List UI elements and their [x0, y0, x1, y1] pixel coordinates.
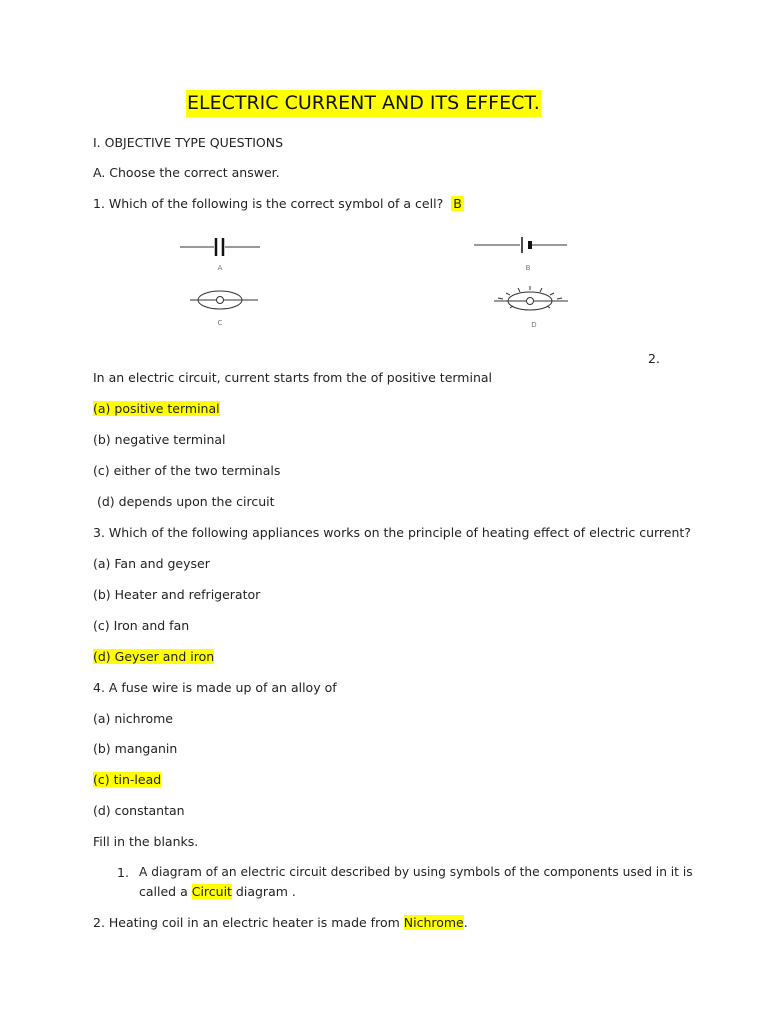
question-3-option-a: (a) Fan and geyser — [93, 556, 210, 571]
question-2-text: In an electric circuit, current starts from the of positive terminal — [93, 370, 493, 385]
figure-option-c — [188, 288, 260, 330]
fill-item-2-answer: Nichrome — [403, 915, 464, 930]
question-1-answer: B — [453, 196, 462, 211]
question-3-option-b: (b) Heater and refrigerator — [93, 587, 261, 602]
question-2-option-c: (c) either of the two terminals — [93, 463, 281, 478]
question-2-option-b: (b) negative terminal — [93, 432, 226, 447]
fill-item-1-answer: Circuit — [191, 884, 232, 899]
fill-blanks-heading: Fill in the blanks. — [93, 834, 199, 849]
question-3-option-c: (c) Iron and fan — [93, 618, 190, 633]
question-1-text: 1. Which of the following is the correct symbol of a cell? — [93, 196, 444, 211]
fill-item-1-line2 — [139, 884, 296, 899]
question-4-option-c: (c) tin-lead — [93, 772, 162, 787]
figure-label-c: C — [217, 319, 223, 327]
fill-item-2 — [93, 915, 468, 930]
section-heading: I. OBJECTIVE TYPE QUESTIONS — [93, 135, 284, 150]
figure-option-a — [178, 234, 262, 274]
figure-option-d — [488, 284, 572, 330]
fill-item-2-post: . — [463, 915, 468, 930]
fill-item-1-post: diagram . — [231, 884, 296, 899]
figure-option-b — [472, 234, 570, 274]
fill-item-2-pre: 2. Heating coil in an electric heater is made from — [93, 915, 404, 930]
question-4-option-b: (b) manganin — [93, 741, 178, 756]
figure-label-a: A — [217, 264, 223, 272]
question-4-option-d: (d) constantan — [93, 803, 185, 818]
question-2-option-a: (a) positive terminal — [93, 401, 220, 416]
question-3-text: 3. Which of the following appliances works on the principle of heating effect of electric current? — [93, 525, 691, 540]
question-2-number: 2. — [648, 351, 660, 366]
figure-label-b: B — [525, 264, 531, 272]
fill-item-1-pre: called a — [139, 884, 192, 899]
fill-item-1-number: 1. — [117, 865, 129, 880]
figure-label-d: D — [531, 321, 537, 329]
question-4-option-a: (a) nichrome — [93, 711, 173, 726]
question-3-option-d: (d) Geyser and iron — [93, 649, 215, 664]
question-4-text: 4. A fuse wire is made up of an alloy of — [93, 680, 337, 695]
question-1 — [93, 196, 464, 211]
question-2-option-d: (d) depends upon the circuit — [93, 494, 275, 509]
page-title: ELECTRIC CURRENT AND ITS EFFECT. — [186, 90, 541, 117]
part-a-heading: A. Choose the correct answer. — [93, 165, 280, 180]
fill-item-1-line1: A diagram of an electric circuit described by using symbols of the components used in it is — [139, 865, 693, 879]
